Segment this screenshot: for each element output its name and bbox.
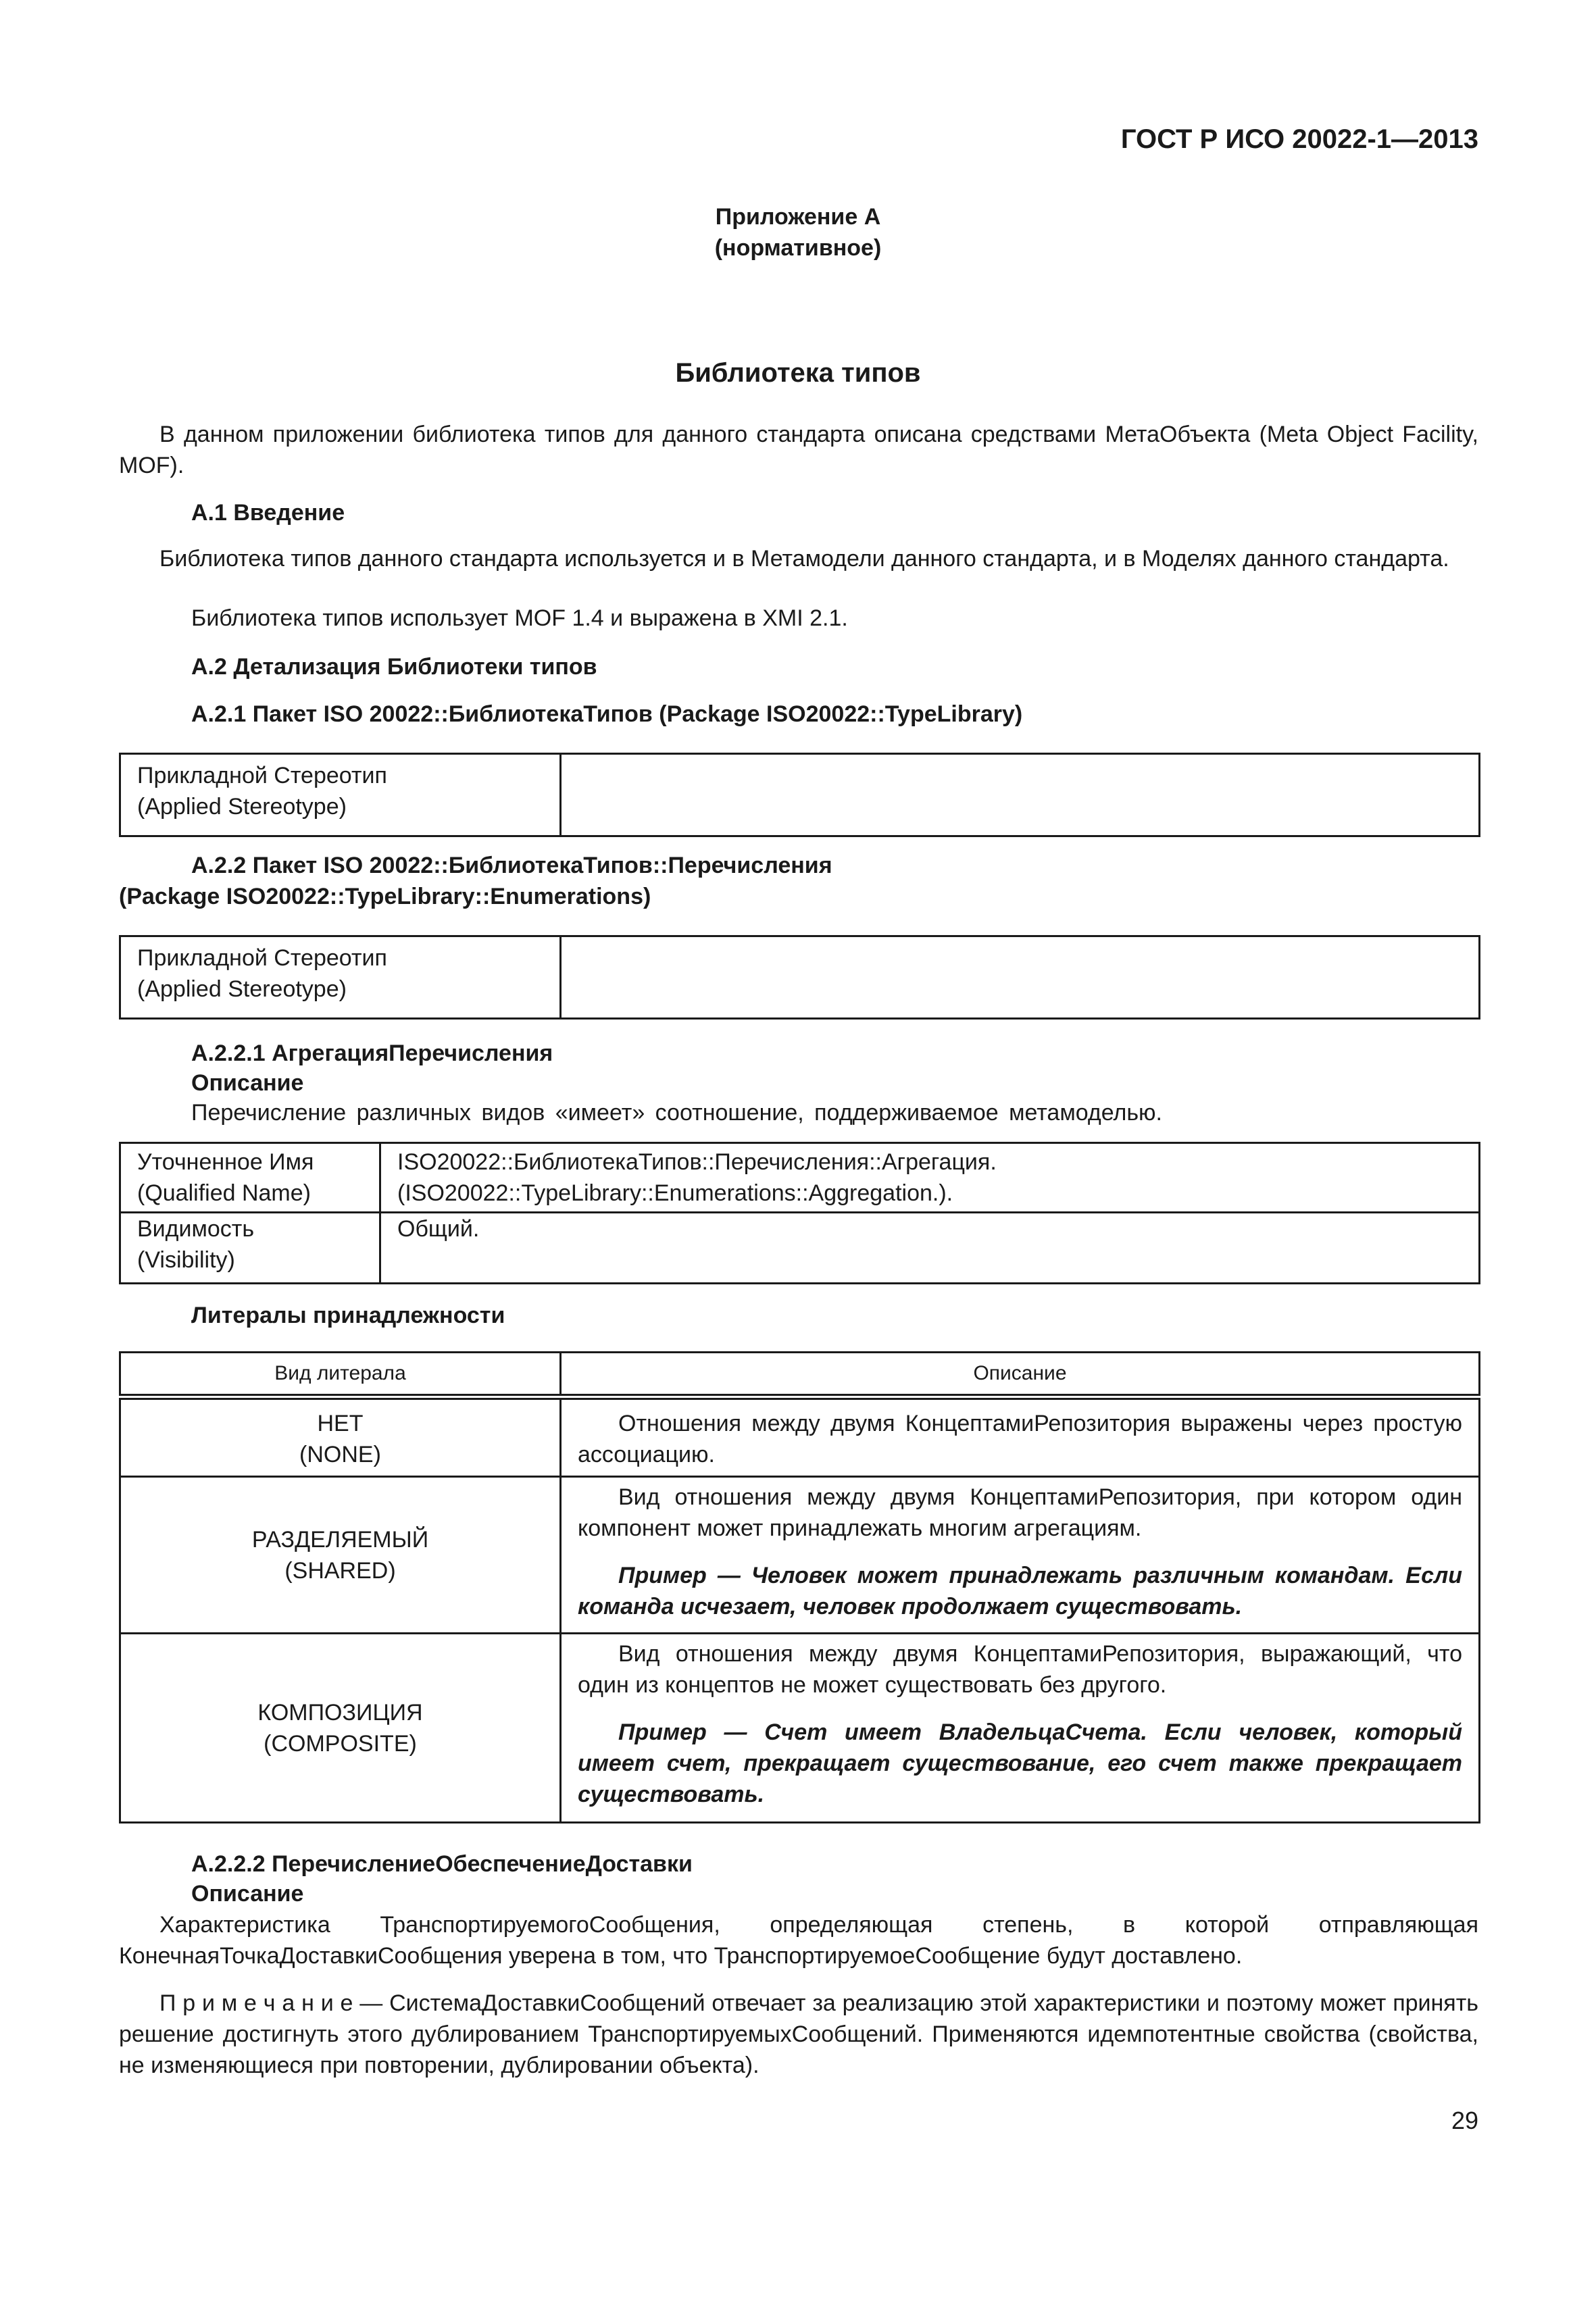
literal-name-en: (NONE): [299, 1442, 381, 1467]
property-value: [380, 1143, 1480, 1213]
literal-desc-cell: [561, 1634, 1480, 1823]
property-label: [120, 1143, 380, 1213]
literal-desc: Вид отношения между двумя КонцептамиРепозитория, выражающий, что один из концептов не может существовать без другого.: [578, 1641, 1462, 1698]
applied-stereotype-value: [561, 754, 1480, 836]
applied-stereotype-table-1: [119, 753, 1480, 837]
label-line-1: Видимость: [137, 1216, 255, 1242]
literals-header-row: [120, 1353, 1480, 1397]
section-a1-para2: Библиотека типов использует MOF 1.4 и выражена в XMI 2.1.: [191, 605, 848, 631]
section-a221-heading: А.2.2.1 АгрегацияПеречисления: [191, 1040, 553, 1066]
literal-name-en: (SHARED): [284, 1557, 396, 1584]
note-label: П р и м е ч а н и е: [159, 1990, 353, 2016]
note-paragraph: [119, 1988, 1478, 2081]
literal-name-cell: [120, 1634, 561, 1823]
literal-row: [120, 1397, 1480, 1477]
applied-stereotype-label: [120, 754, 561, 836]
literal-name-en: (COMPOSITE): [264, 1730, 417, 1757]
literal-desc-cell: [561, 1397, 1480, 1477]
literal-row: [120, 1477, 1480, 1634]
value-line-1: Общий.: [397, 1216, 480, 1242]
section-a222-desc-text: Характеристика ТранспортируемогоСообщения, определяющая степень, в которой отправляющая КонечнаяТочкаДоставкиСообщения уверена в том, что ТранспортируемоеСообщение будут доставлено.: [119, 1912, 1478, 1969]
col-desc-header: Описание: [561, 1353, 1480, 1397]
property-row: [120, 1143, 1480, 1213]
applied-stereotype-label: [120, 936, 561, 1019]
note-text: — СистемаДоставкиСообщений отвечает за реализацию этой характеристики и поэтому может принять решение достигнуть этого дублированием ТранспортируемыхСообщений. Применяются идемпотентные свойства (свойства, не изменяющиеся при повторении, дублировании объекта).: [119, 1990, 1478, 2078]
literal-example: Пример — Человек может принадлежать различным командам. Если команда исчезает, человек продолжает существовать.: [578, 1563, 1462, 1619]
literal-name-cell: [120, 1477, 561, 1634]
intro-paragraph: В данном приложении библиотека типов для данного стандарта описана средствами МетаОбъекта (Meta Object Facility, MOF).: [119, 422, 1478, 478]
section-a22-heading-line2: (Package ISO20022::TypeLibrary::Enumerations): [119, 884, 651, 909]
property-row: [120, 1213, 1480, 1284]
applied-stereotype-table-2: [119, 935, 1480, 1020]
literal-name: КОМПОЗИЦИЯ: [257, 1699, 423, 1726]
label-line-2: (Qualified Name): [137, 1180, 311, 1206]
section-a22-heading-line1: А.2.2 Пакет ISO 20022::БиблиотекаТипов::Перечисления: [191, 853, 832, 878]
section-a21-heading: А.2.1 Пакет ISO 20022::БиблиотекаТипов (Package ISO20022::TypeLibrary): [191, 701, 1023, 727]
literals-heading: Литералы принадлежности: [191, 1303, 505, 1328]
section-a221-desc-heading: Описание: [191, 1070, 304, 1096]
properties-table: [119, 1142, 1480, 1284]
literal-name-cell: [120, 1397, 561, 1477]
literal-example: Пример — Счет имеет ВладельцаСчета. Если человек, который имеет счет, прекращает существование, его счет также прекращает существовать.: [578, 1719, 1462, 1807]
section-a222-heading: А.2.2.2 ПеречислениеОбеспечениеДоставки: [191, 1851, 693, 1877]
property-label: [120, 1213, 380, 1284]
literal-desc-cell: [561, 1477, 1480, 1634]
literal-name: НЕТ: [317, 1411, 364, 1436]
literal-name: РАЗДЕЛЯЕМЫЙ: [251, 1526, 429, 1553]
page-number: 29: [1451, 2107, 1478, 2134]
applied-stereotype-value: [561, 936, 1480, 1019]
label-line-2: (Applied Stereotype): [137, 976, 347, 1002]
annex-subtitle: (нормативное): [714, 235, 882, 261]
section-a222-desc-heading: Описание: [191, 1881, 304, 1907]
literal-desc: Отношения между двумя КонцептамиРепозитория выражены через простую ассоциацию.: [578, 1411, 1462, 1467]
literal-row: [120, 1634, 1480, 1823]
value-line-1: ISO20022::БиблиотекаТипов::Перечисления::Агрегация.: [397, 1149, 997, 1175]
section-a221-desc-text: Перечисление различных видов «имеет» соотношение, поддерживаемое метамоделью.: [191, 1100, 1162, 1126]
col-literal-header: Вид литерала: [120, 1353, 561, 1397]
label-line-1: Прикладной Стереотип: [137, 763, 387, 788]
value-line-2: (ISO20022::TypeLibrary::Enumerations::Aggregation.).: [397, 1180, 953, 1206]
annex-title: Приложение А: [715, 204, 881, 230]
page-title: Библиотека типов: [675, 358, 921, 388]
label-line-1: Прикладной Стереотип: [137, 945, 387, 971]
literal-desc: Вид отношения между двумя КонцептамиРепозитория, при котором один компонент может принадлежать многим агрегациям.: [578, 1484, 1462, 1541]
section-a1-para1: Библиотека типов данного стандарта используется и в Метамодели данного стандарта, и в Моделях данного стандарта.: [159, 546, 1449, 572]
section-a1-heading: А.1 Введение: [191, 500, 345, 526]
property-value: [380, 1213, 1480, 1284]
label-line-2: (Applied Stereotype): [137, 794, 347, 820]
label-line-1: Уточненное Имя: [137, 1149, 314, 1175]
label-line-2: (Visibility): [137, 1247, 235, 1273]
section-a2-heading: А.2 Детализация Библиотеки типов: [191, 654, 597, 680]
literals-table: [119, 1351, 1480, 1823]
document-id: ГОСТ Р ИСО 20022-1—2013: [1120, 124, 1478, 154]
